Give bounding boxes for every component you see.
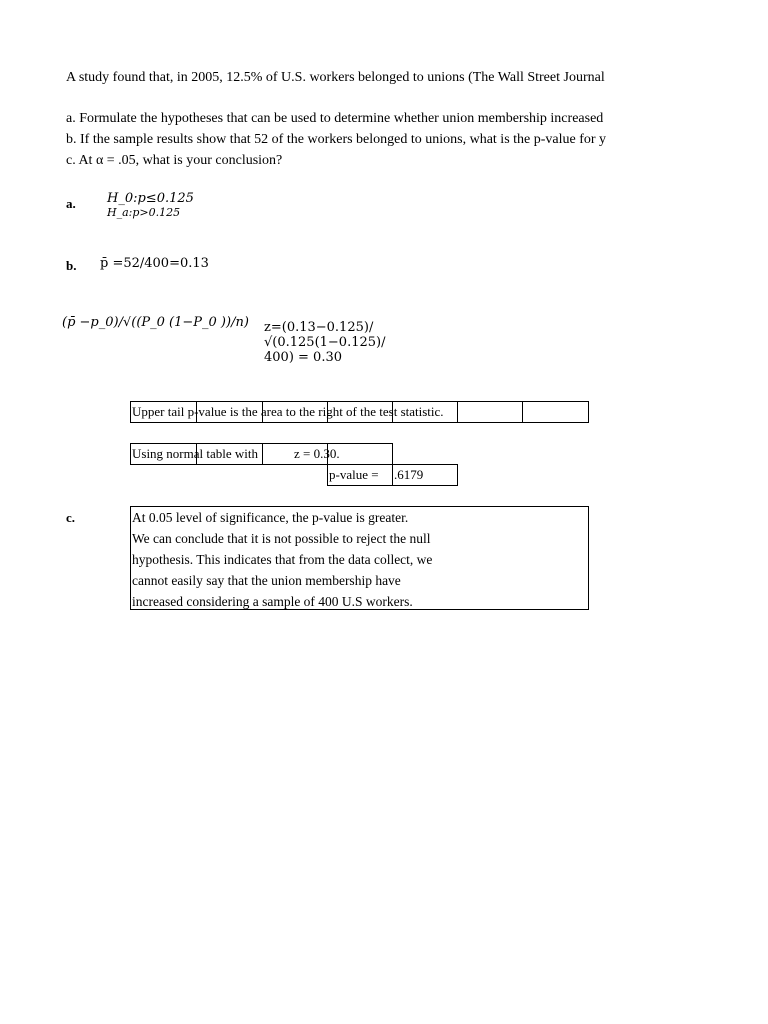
- pvalue-label: p-value =: [329, 467, 379, 482]
- conclusion-line-3: hypothesis. This indicates that from the data collect, we: [132, 552, 433, 567]
- alt-hypothesis: H_a:p>0.125: [107, 206, 181, 219]
- upper-tail-text: Upper tail p-value is the area to the right of the test statistic.: [132, 404, 444, 419]
- grid-line: [262, 443, 263, 465]
- pvalue-number: .6179: [394, 467, 424, 482]
- sample-proportion: p̄ =52/400=0.13: [100, 256, 209, 271]
- z-calc-line3: 400) = 0.30: [264, 350, 342, 365]
- conclusion-line-2: We can conclude that it is not possible to reject the null: [132, 531, 431, 546]
- normal-table-text: Using normal table with: [132, 446, 259, 461]
- conclusion-line-1: At 0.05 level of significance, the p-value is greater.: [132, 510, 409, 525]
- problem-intro: A study found that, in 2005, 12.5% of U.S. workers belonged to unions (The Wall Street Journal: [66, 70, 605, 85]
- grid-line: [392, 464, 393, 486]
- answer-a-label: a.: [66, 196, 76, 211]
- z-value: z = 0.30.: [294, 446, 340, 461]
- conclusion-line-4: cannot easily say that the union membership have: [132, 573, 401, 588]
- question-a: a. Formulate the hypotheses that can be used to determine whether union membership increased: [66, 111, 604, 126]
- answer-b-label: b.: [66, 258, 77, 273]
- conclusion-line-5: increased considering a sample of 400 U.S workers.: [132, 594, 413, 609]
- z-calc-line2: √(0.125(1−0.125)/: [264, 335, 386, 350]
- answer-c-label: c.: [66, 510, 76, 525]
- z-calc-line1: z=(0.13−0.125)/: [264, 320, 374, 335]
- null-hypothesis: H_0:p≤0.125: [107, 191, 194, 206]
- grid-line: [522, 401, 523, 423]
- question-c: c. At α = .05, what is your conclusion?: [66, 153, 283, 168]
- question-b: b. If the sample results show that 52 of the workers belonged to unions, what is the p-value for y: [66, 132, 607, 147]
- grid-line: [457, 401, 458, 423]
- z-formula: (p̄ −p_0)/√((P_0 (1−P_0 ))/n): [62, 316, 249, 330]
